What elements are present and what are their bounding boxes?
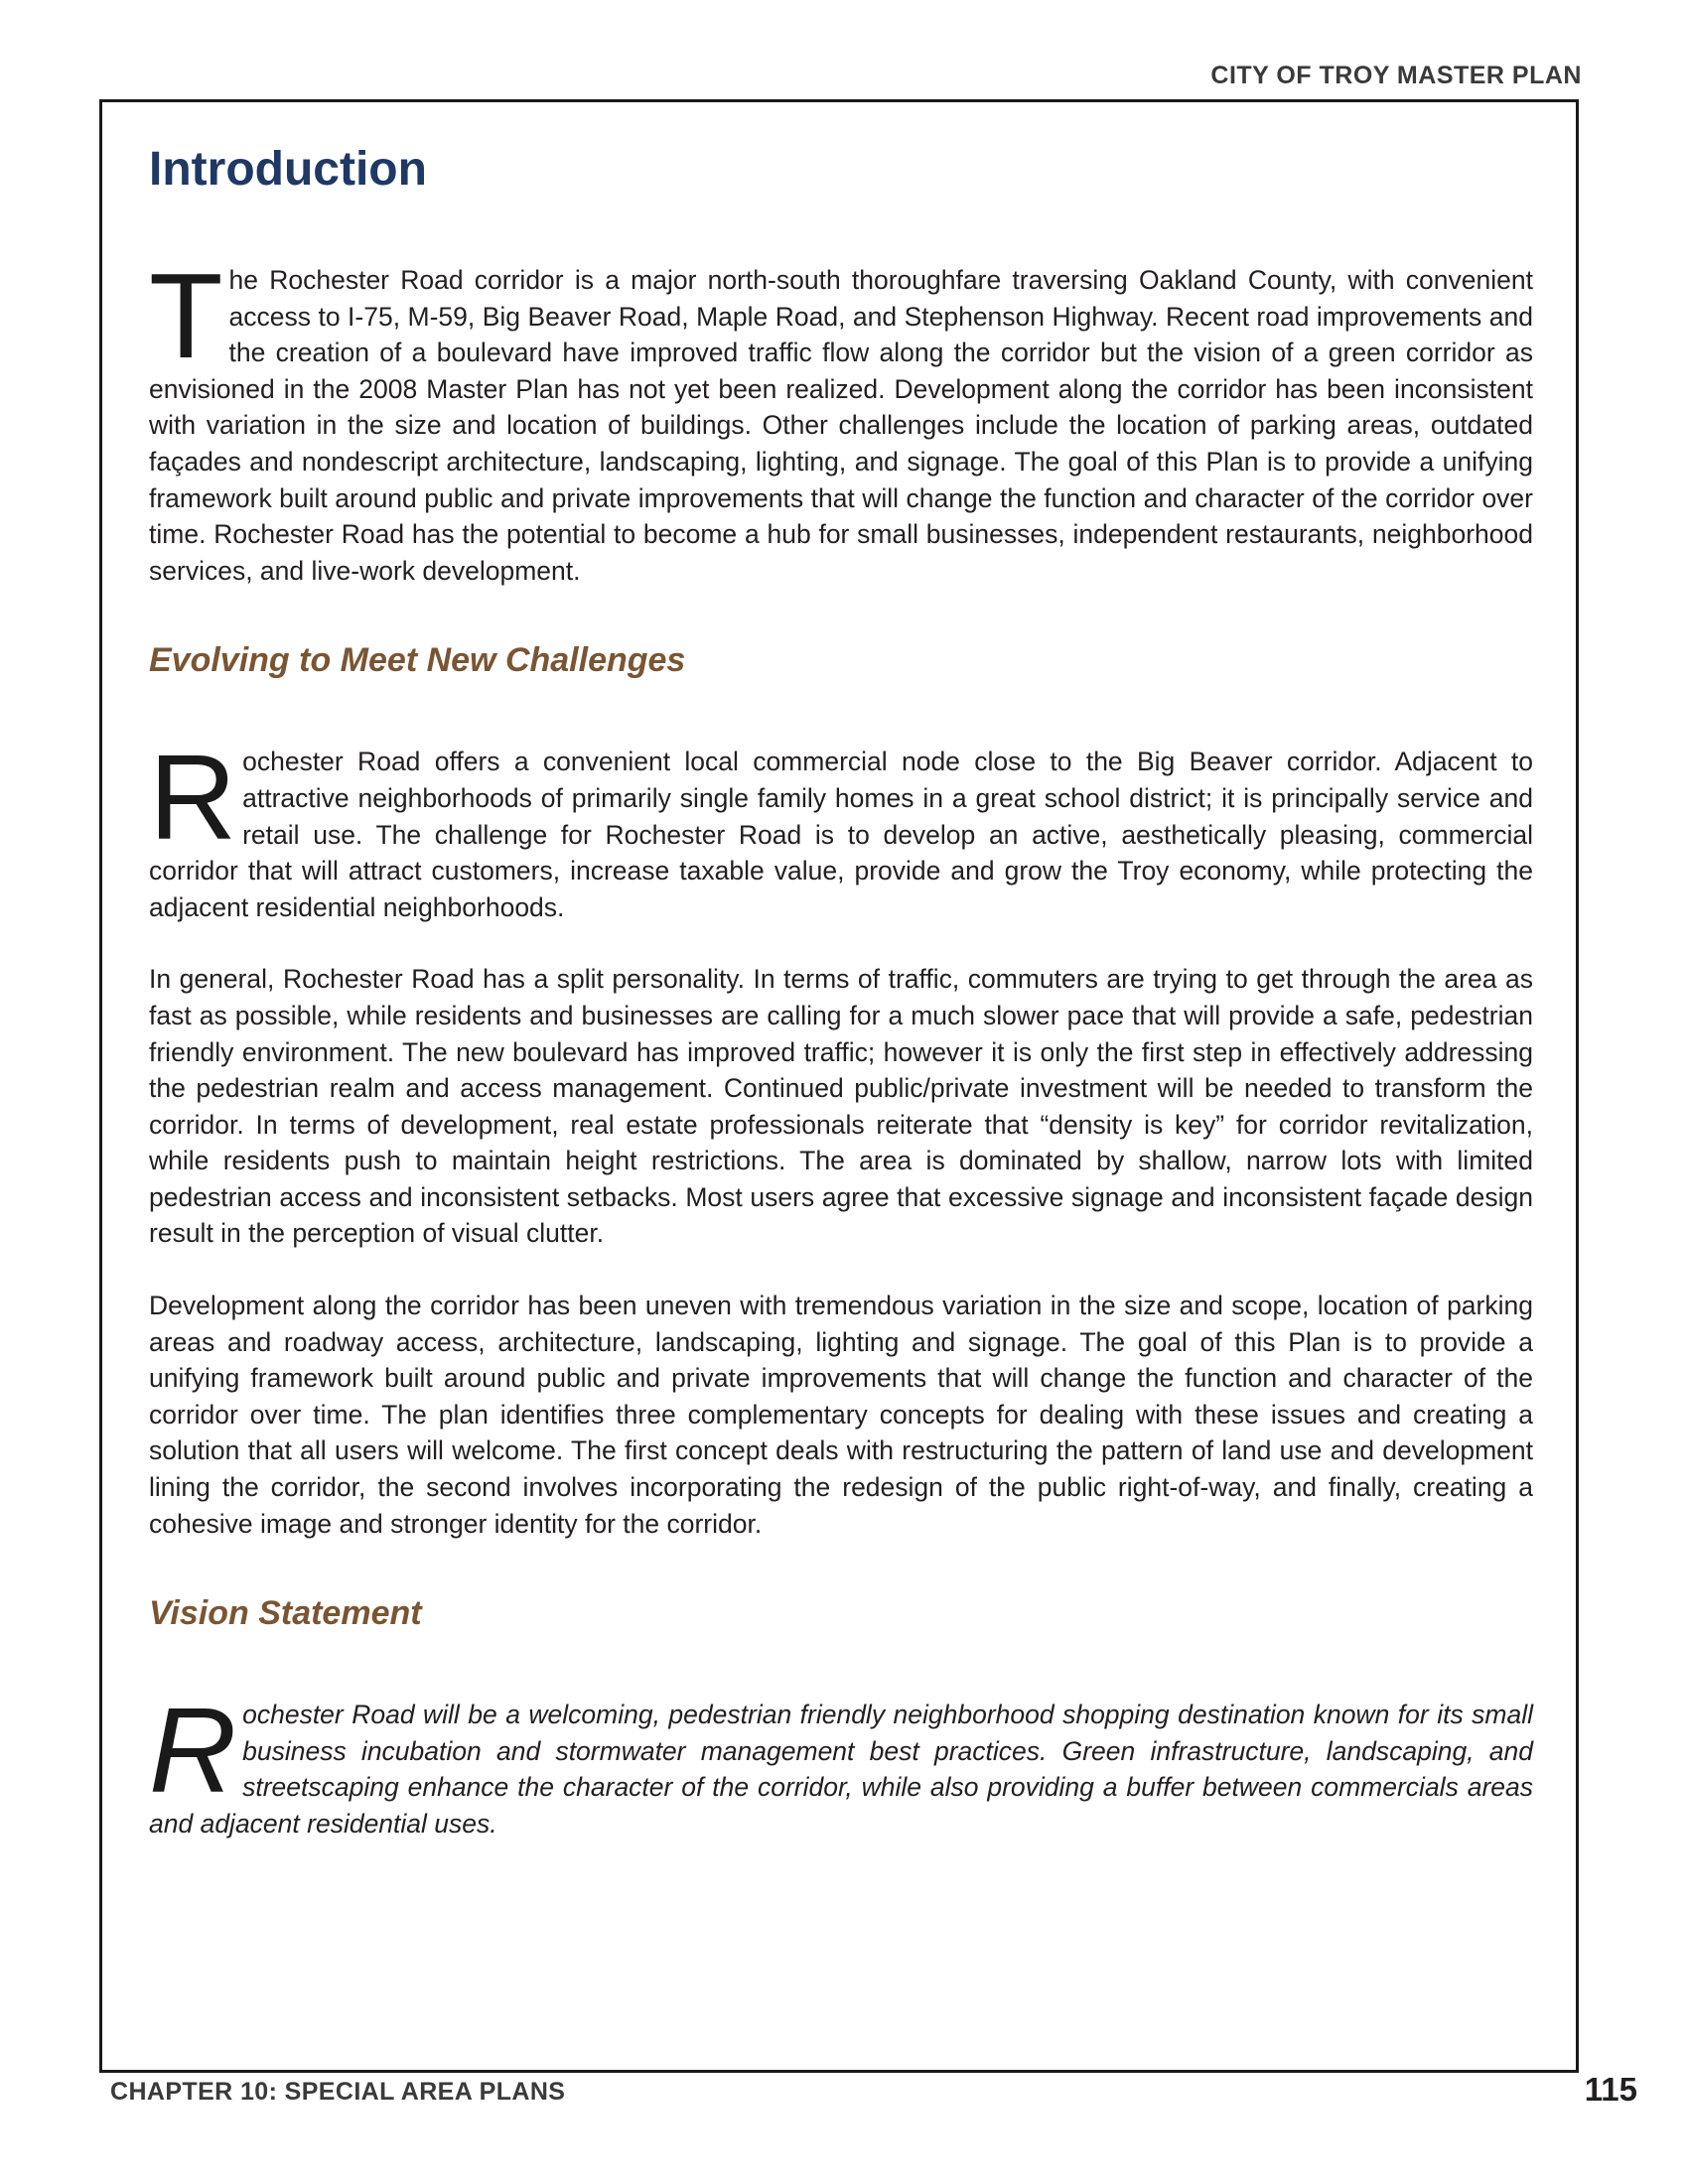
challenges-paragraph-1 <box>149 730 1533 925</box>
challenges-text-1: ochester Road offers a convenient local commercial node close to the Big Beaver corridor. Adjacent to attractive neighborhoods of primarily single family homes in a great school district; it is principally service and retail use. The challenge for Rochester Road is to develop an active, aesthetically pleasing, commercial corridor that will attract customers, increase taxable value, provide and grow the Troy economy, while protecting the adjacent residential neighborhoods. <box>149 747 1533 922</box>
section-heading-challenges: Evolving to Meet New Challenges <box>149 641 686 680</box>
vision-text: ochester Road will be a welcoming, pedestrian friendly neighborhood shopping destination known for its small business incubation and stormwater management best practices. Green infrastructure, landscaping, and streetscaping enhance the character of the corridor, while also providing a buffer between commercials areas and adjacent residential uses. <box>149 1700 1533 1839</box>
page-title: Introduction <box>149 143 427 196</box>
page-content <box>149 139 1533 1843</box>
vision-paragraph <box>149 1683 1533 1842</box>
intro-dropcap: T <box>149 248 223 383</box>
challenges-dropcap: R <box>149 730 237 866</box>
challenges-paragraph-2: In general, Rochester Road has a split personality. In terms of traffic, commuters are trying to get through the area as fast as possible, while residents and businesses are calling for a much slower pace that will provide a safe, pedestrian friendly environment. The new boulevard has improved traffic; however it is only the first step in effectively addressing the pedestrian realm and access management. Continued public/private investment will be needed to transform the corridor. In terms of development, real estate professionals reiterate that “density is key” for corridor revitalization, while residents push to maintain height restrictions. The area is dominated by shallow, narrow lots with limited pedestrian access and inconsistent setbacks. Most users agree that excessive signage and inconsistent façade design result in the perception of visual clutter. <box>149 964 1533 1249</box>
intro-text: he Rochester Road corridor is a major north-south thoroughfare traversing Oakland County, with convenient access to I-75, M-59, Big Beaver Road, Maple Road, and Stephenson Highway. Recent road improvements and the creation of a boulevard have improved traffic flow along the corridor but the vision of a green corridor as envisioned in the 2008 Master Plan has not yet been realized. Development along the corridor has been inconsistent with variation in the size and location of buildings. Other challenges include the location of parking areas, outdated façades and nondescript architecture, landscaping, lighting, and signage. The goal of this Plan is to provide a unifying framework built around public and private improvements that will change the function and character of the corridor over time. Rochester Road has the potential to become a hub for small businesses, independent restaurants, neighborhood services, and live-work development. <box>149 265 1533 586</box>
vision-dropcap: R <box>149 1683 237 1819</box>
challenges-paragraph-3: Development along the corridor has been uneven with tremendous variation in the size and scope, location of parking areas and roadway access, architecture, landscaping, lighting and signage. The goal of this Plan is to provide a unifying framework built around public and private improvements that will change the function and character of the corridor over time. The plan identifies three complementary concepts for dealing with these issues and creating a solution that all users will welcome. The first concept deals with restructuring the pattern of land use and development lining the corridor, the second involves incorporating the redesign of the public right-of-way, and finally, creating a cohesive image and stronger identity for the corridor. <box>149 1291 1533 1539</box>
intro-paragraph <box>149 248 1533 589</box>
running-header: CITY OF TROY MASTER PLAN <box>1210 62 1582 89</box>
footer-chapter: CHAPTER 10: SPECIAL AREA PLANS <box>110 2078 566 2106</box>
page-number: 115 <box>1584 2071 1637 2108</box>
section-heading-vision: Vision Statement <box>149 1594 422 1633</box>
